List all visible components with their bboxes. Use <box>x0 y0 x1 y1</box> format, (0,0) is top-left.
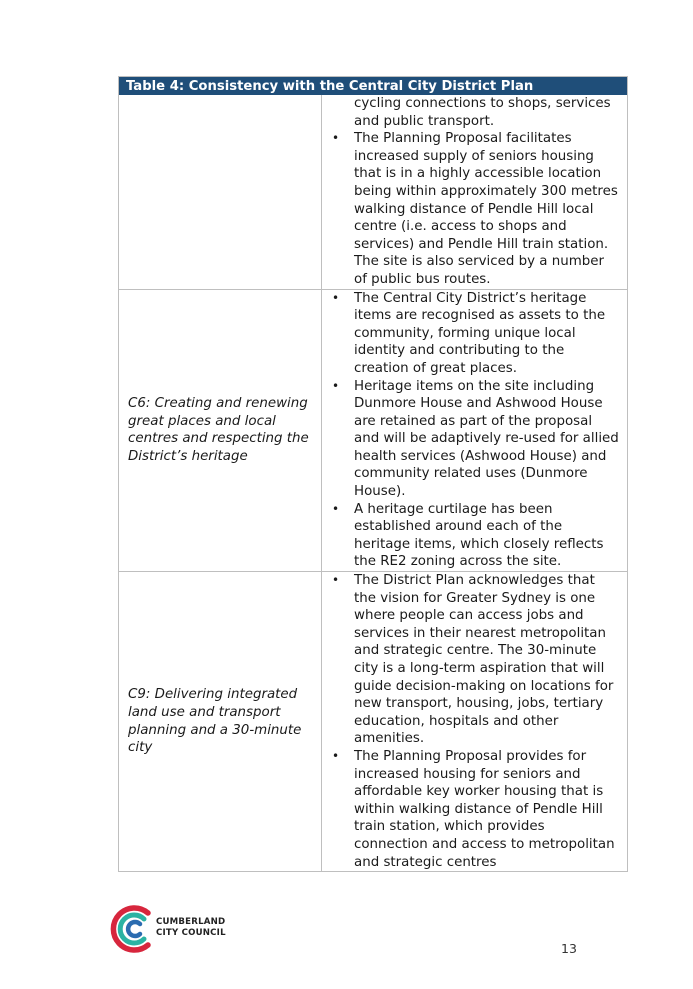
objective-cell <box>119 95 322 289</box>
bullet-icon: • <box>332 573 340 588</box>
council-logo <box>108 903 268 955</box>
continued-text: cycling connections to shops, services and public transport. <box>354 96 611 129</box>
bullet-item: • The Planning Proposal facilitates increased supply of seniors housing that is in a highly accessible location being within approximately 300 metres walking distance of Pendle Hill local centre (i.e. access to shops and services) and Pendle Hill train station. The site is also serviced by a number of public bus routes. <box>332 131 618 287</box>
objective-cell: C9: Delivering integrated land use and transport planning and a 30-minute city <box>119 572 322 871</box>
table-row <box>119 571 627 871</box>
consistency-table <box>118 76 628 872</box>
table-row <box>119 95 627 289</box>
bullet-icon: • <box>332 501 340 516</box>
table-row <box>119 289 627 572</box>
bullet-icon: • <box>332 131 340 146</box>
bullet-icon: • <box>332 378 340 393</box>
bullet-item: • A heritage curtilage has been established around each of the heritage items, which closely reflects the RE2 zoning across the site. <box>332 501 604 570</box>
council-name: CUMBERLAND CITY COUNCIL <box>156 917 226 938</box>
bullet-item: • The District Plan acknowledges that the vision for Greater Sydney is one where people can access jobs and services in their nearest metropolitan and strategic centre. The 30-minute city is a long-term aspiration that will guide decision-making on locations for new transport, housing, jobs, tertiary education, hospitals and other amenities. <box>332 573 614 747</box>
page-number: 13 <box>561 941 577 956</box>
response-cell <box>322 572 627 871</box>
response-cell <box>322 95 627 289</box>
response-cell <box>322 290 627 572</box>
objective-cell: C6: Creating and renewing great places and local centres and respecting the District’s heritage <box>119 290 322 572</box>
bullet-icon: • <box>332 748 340 763</box>
bullet-item: • Heritage items on the site including Dunmore House and Ashwood House are retained as part of the proposal and will be adaptively re-used for allied health services (Ashwood House) and community related uses (Dunmore House). <box>332 378 619 500</box>
council-logo-icon <box>108 903 156 955</box>
bullet-item: • The Central City District’s heritage items are recognised as assets to the community, forming unique local identity and contributing to the creation of great places. <box>332 290 606 376</box>
bullet-icon: • <box>332 290 340 305</box>
bullet-item: • The Planning Proposal provides for increased housing for seniors and affordable key worker housing that is within walking distance of Pendle Hill train station, which provides connection and access to metropolitan and strategic centres <box>332 748 615 870</box>
table-title: Table 4: Consistency with the Central City District Plan <box>119 77 627 95</box>
